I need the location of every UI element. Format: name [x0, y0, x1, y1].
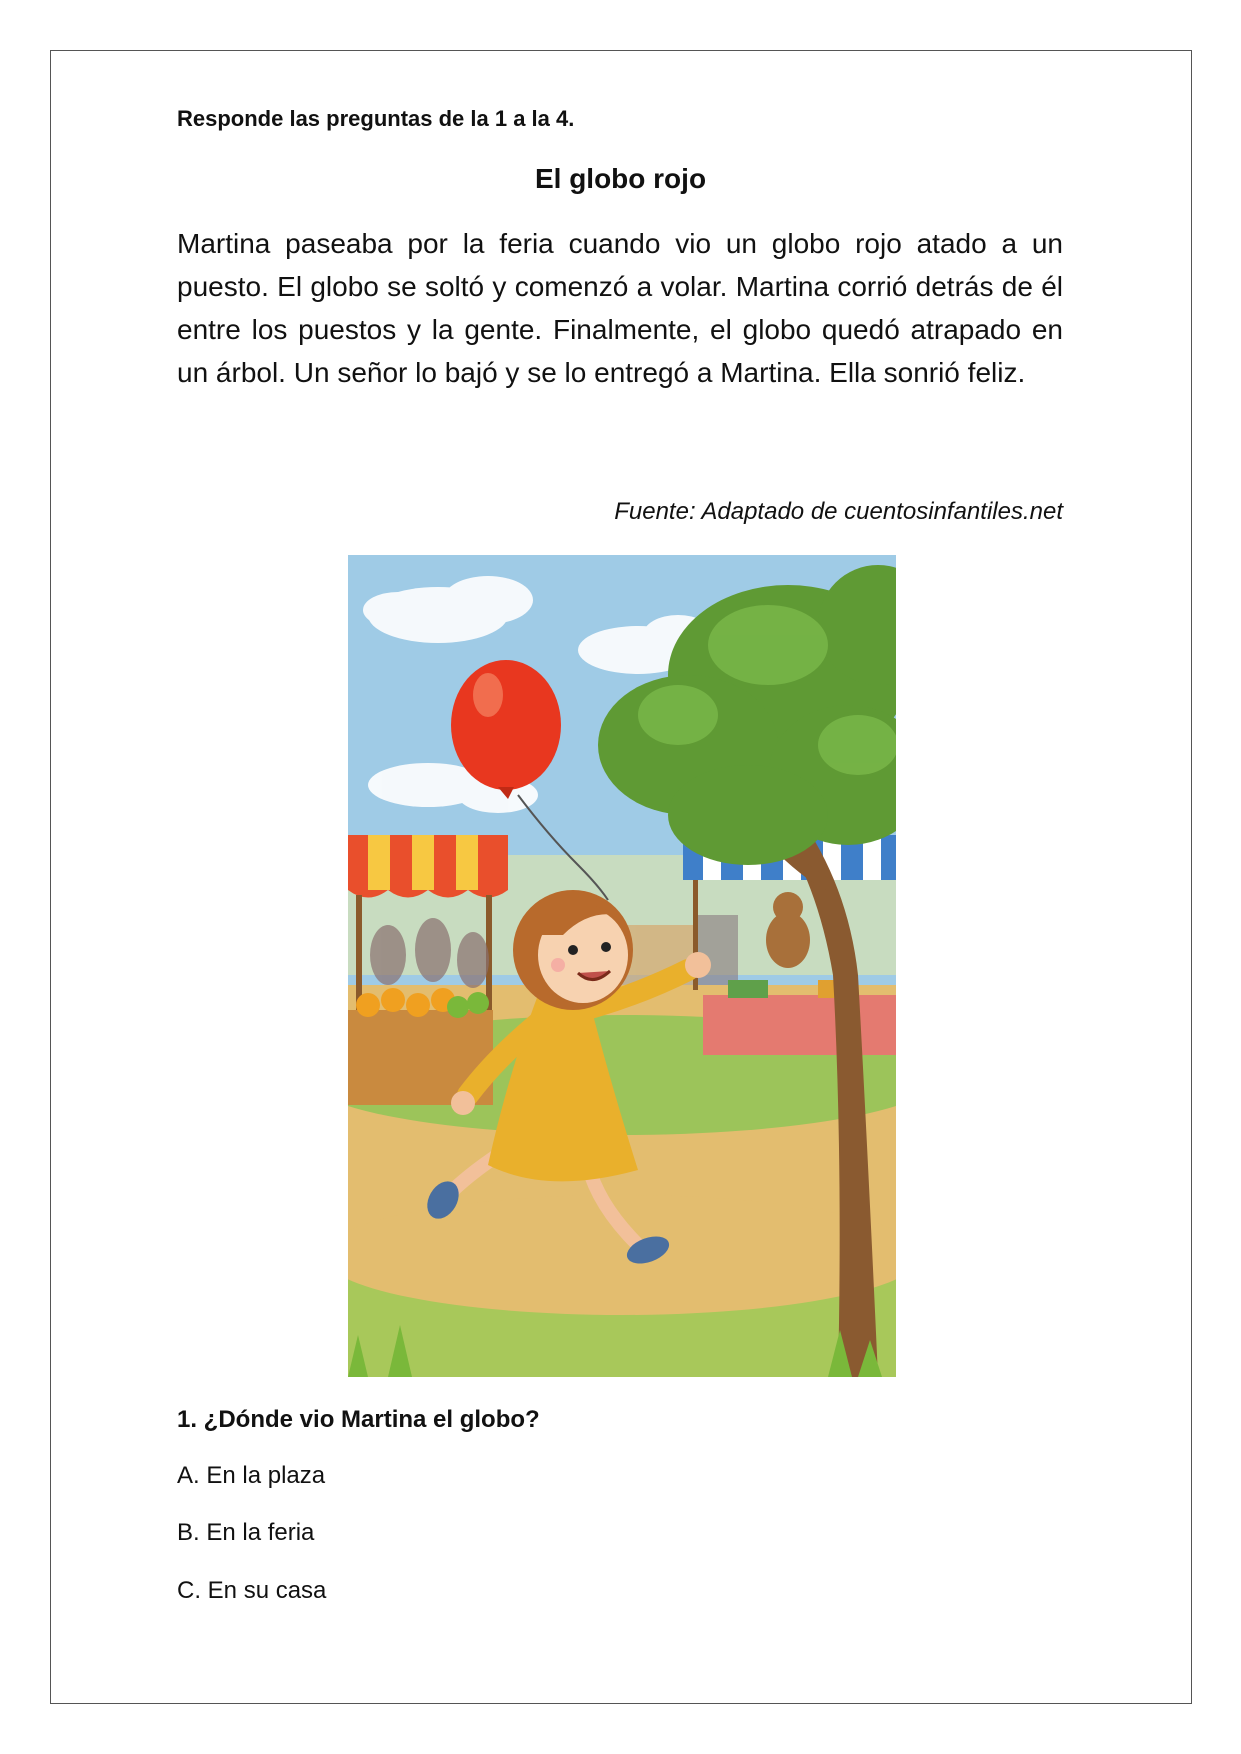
instructions: Responde las preguntas de la 1 a la 4. [177, 106, 575, 131]
story-text: Martina paseaba por la feria cuando vio un globo rojo atado a un puesto. El globo se soltó y comenzó a volar. Martina corrió detrás de él entre los puestos y la gente. Finalmente, el globo quedó atrapado en un árbol. Un señor lo bajó y se lo entregó a Martina. Ella sonrió feliz. [177, 228, 1063, 388]
option-c[interactable]: C. En su casa [177, 1577, 327, 1604]
option-a[interactable]: A. En la plaza [177, 1462, 326, 1489]
girl-balloon-illustration-icon [348, 555, 896, 1377]
story-illustration [348, 555, 896, 1377]
option-b[interactable]: B. En la feria [177, 1519, 315, 1546]
story-title: El globo rojo [534, 163, 707, 194]
source-citation: Fuente: Adaptado de cuentosinfantiles.net [614, 498, 1063, 525]
question-1: 1. ¿Dónde vio Martina el globo? [177, 1406, 540, 1433]
